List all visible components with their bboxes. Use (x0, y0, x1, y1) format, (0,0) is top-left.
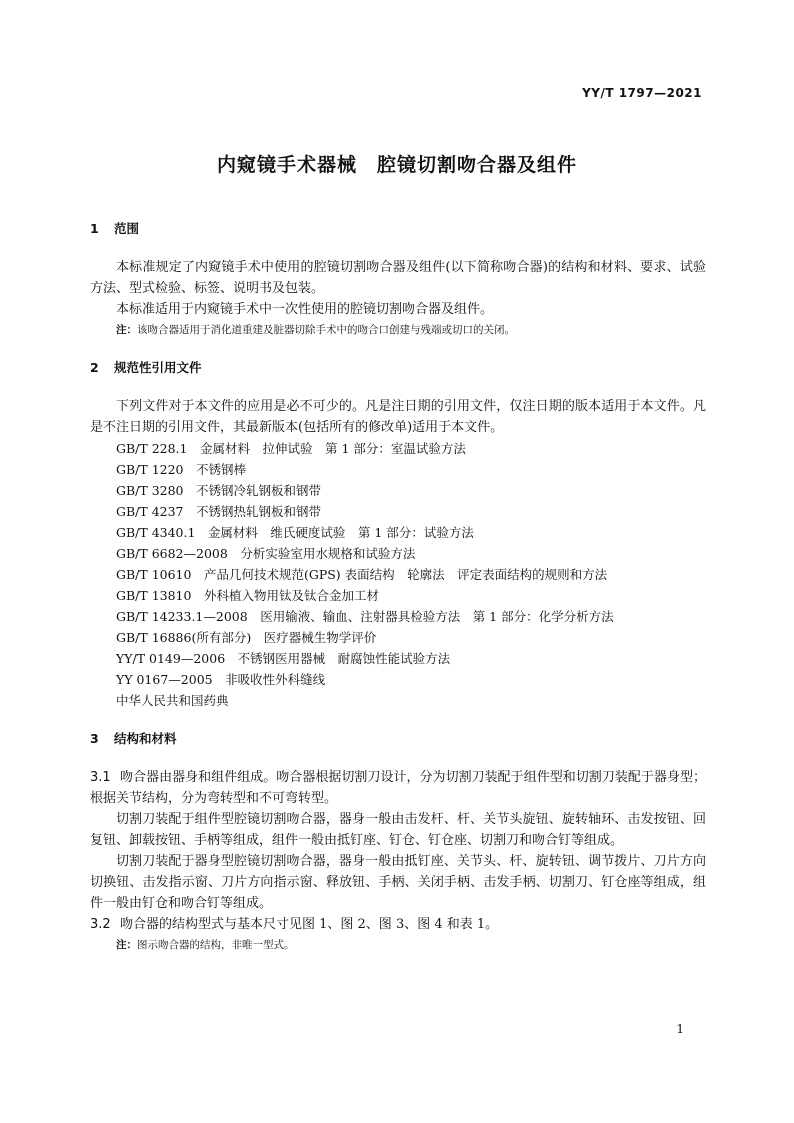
reference-item: YY 0167—2005 非吸收性外科缝线 (116, 672, 326, 687)
section-1-title: 范围 (114, 221, 140, 236)
reference-item: GB/T 228.1 金属材料 拉伸试验 第 1 部分：室温试验方法 (116, 441, 466, 456)
reference-item: GB/T 6682—2008 分析实验室用水规格和试验方法 (116, 546, 416, 561)
subsection-3-1-number: 3.1 (90, 770, 111, 785)
section-3-title: 结构和材料 (114, 731, 177, 746)
section-3-2-paragraph-1 (90, 914, 706, 935)
note-text: 该吻合器适用于消化道重建及脏器切除手术中的吻合口创建与残端或切口的关闭。 (137, 324, 515, 336)
subsection-3-2-text: 吻合器的结构型式与基本尺寸见图 1、图 2、图 3、图 4 和表 1。 (120, 917, 499, 932)
section-3-1-paragraph-3: 切割刀装配于器身型腔镜切割吻合器，器身一般由抵钉座、关节头、杆、旋转钮、调节拨片、刀片方向切换钮、击发指示窗、刀片方向指示窗、释放钮、手柄、关闭手柄、击发手柄、切割刀、钉仓座等组成，组件一般由钉仓和吻合钉等组成。 (90, 854, 706, 911)
section-1-heading (90, 219, 706, 239)
note-label: 注： (116, 324, 137, 336)
section-2-number: 2 (90, 360, 99, 375)
section-3-number: 3 (90, 731, 99, 746)
page-number: 1 (676, 1022, 684, 1036)
section-3-heading (90, 729, 706, 749)
reference-item: 中华人民共和国药典 (116, 693, 229, 708)
reference-item: GB/T 14233.1—2008 医用输液、输血、注射器具检验方法 第 1 部分：化学分析方法 (116, 609, 614, 624)
reference-item: GB/T 4340.1 金属材料 维氏硬度试验 第 1 部分：试验方法 (116, 525, 474, 540)
reference-item: GB/T 4237 不锈钢热轧钢板和钢带 (116, 504, 322, 519)
section-3-1-paragraph-1 (90, 767, 706, 809)
section-3-note (90, 935, 706, 955)
section-2-paragraph-1: 下列文件对于本文件的应用是必不可少的。凡是注日期的引用文件，仅注日期的版本适用于本文件。凡是不注日期的引用文件，其最新版本(包括所有的修改单)适用于本文件。 (90, 399, 706, 435)
reference-item: GB/T 13810 外科植入物用钛及钛合金加工材 (116, 588, 379, 603)
section-1-note (90, 320, 706, 340)
note-text: 图示吻合器的结构，非唯一型式。 (137, 939, 295, 951)
subsection-3-2-number: 3.2 (90, 917, 111, 932)
reference-item: YY/T 0149—2006 不锈钢医用器械 耐腐蚀性能试验方法 (116, 651, 451, 666)
normative-references-list (90, 438, 706, 711)
section-2-title: 规范性引用文件 (114, 360, 202, 375)
document-body (90, 219, 706, 955)
section-2-heading (90, 358, 706, 378)
reference-item: GB/T 10610 产品几何技术规范(GPS) 表面结构 轮廓法 评定表面结构的规则和方法 (116, 567, 608, 582)
reference-item: GB/T 1220 不锈钢棒 (116, 462, 247, 477)
section-1-number: 1 (90, 221, 99, 236)
subsection-3-1-text: 吻合器由器身和组件组成。吻合器根据切割刀设计，分为切割刀装配于组件型和切割刀装配于器身型；根据关节结构，分为弯转型和不可弯转型。 (90, 770, 706, 806)
document-title: 内窥镜手术器械 腔镜切割吻合器及组件 (216, 154, 577, 176)
document-code: YY/T 1797—2021 (582, 86, 702, 100)
section-3-1-paragraph-2: 切割刀装配于组件型腔镜切割吻合器，器身一般由击发杆、杆、关节头旋钮、旋转轴环、击发按钮、回复钮、卸载按钮、手柄等组成，组件一般由抵钉座、钉仓、钉仓座、切割刀和吻合钉等组成。 (90, 812, 706, 848)
section-1-paragraph-2: 本标准适用于内窥镜手术中一次性使用的腔镜切割吻合器及组件。 (116, 302, 494, 317)
note-label: 注： (116, 939, 137, 951)
reference-item: GB/T 16886(所有部分) 医疗器械生物学评价 (116, 630, 377, 645)
reference-item: GB/T 3280 不锈钢冷轧钢板和钢带 (116, 483, 322, 498)
section-1-paragraph-1: 本标准规定了内窥镜手术中使用的腔镜切割吻合器及组件(以下简称吻合器)的结构和材料、要求、试验方法、型式检验、标签、说明书及包装。 (90, 260, 706, 296)
